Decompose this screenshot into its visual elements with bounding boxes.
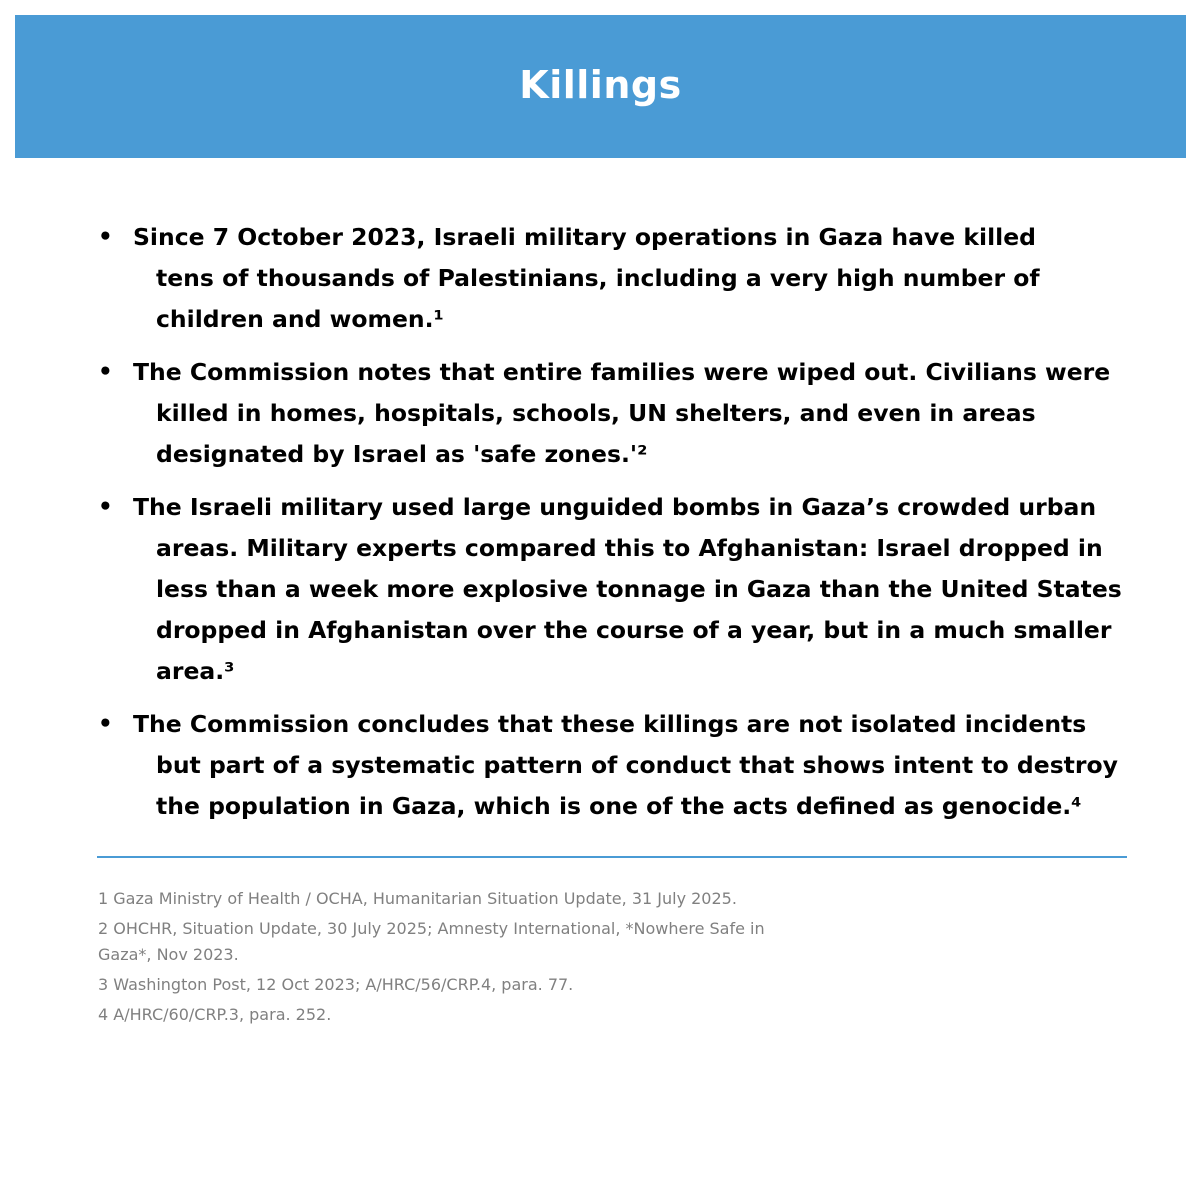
bullet-line: killed in homes, hospitals, schools, UN shelters, and even in areas [156,399,1036,427]
bullet-line: The Commission concludes that these killings are not isolated incidents [133,710,1087,738]
bullet-line: area.³ [156,657,235,685]
bullet-icon: • [98,224,113,250]
bullet-line: less than a week more explosive tonnage in Gaza than the United States [156,575,1122,603]
footnote-2: 2 OHCHR, Situation Update, 30 July 2025; Amnesty International, *Nowhere Safe in Gaza*, Nov 2023. [98,919,765,964]
bullet-text [133,352,1188,475]
bullet-line: The Israeli military used large unguided bombs in Gaza’s crowded urban [133,493,1097,521]
bullet-item-3 [98,487,1188,692]
bullet-line: tens of thousands of Palestinians, including a very high number of [156,264,1040,292]
bullet-icon: • [98,711,113,737]
bullet-line: dropped in Afghanistan over the course of a year, but in a much smaller [156,616,1112,644]
footnote-4: 4 A/HRC/60/CRP.3, para. 252. [98,1005,332,1024]
bullet-list [98,217,1188,839]
title-banner [15,15,1186,158]
bullet-line: areas. Military experts compared this to Afghanistan: Israel dropped in [156,534,1103,562]
bullet-icon: • [98,359,113,385]
page-title: Killings [519,62,682,107]
bullet-line: the population in Gaza, which is one of the acts defined as genocide.⁴ [156,792,1082,820]
bullet-line: Since 7 October 2023, Israeli military operations in Gaza have killed [133,223,1036,251]
footnote-divider [97,856,1127,858]
bullet-item-2 [98,352,1188,475]
bullet-line: but part of a systematic pattern of conduct that shows intent to destroy [156,751,1118,779]
bullet-item-1 [98,217,1188,340]
footnote-1: 1 Gaza Ministry of Health / OCHA, Humanitarian Situation Update, 31 July 2025. [98,889,737,908]
bullet-text [133,487,1188,692]
footnote-3: 3 Washington Post, 12 Oct 2023; A/HRC/56/CRP.4, para. 77. [98,975,574,994]
bullet-item-4 [98,704,1188,827]
bullet-icon: • [98,494,113,520]
bullet-line: The Commission notes that entire families were wiped out. Civilians were [133,358,1111,386]
bullet-line: designated by Israel as 'safe zones.'² [156,440,648,468]
bullet-text [133,704,1188,827]
bullet-line: children and women.¹ [156,305,444,333]
footnote-list [98,886,778,1032]
bullet-text [133,217,1188,340]
